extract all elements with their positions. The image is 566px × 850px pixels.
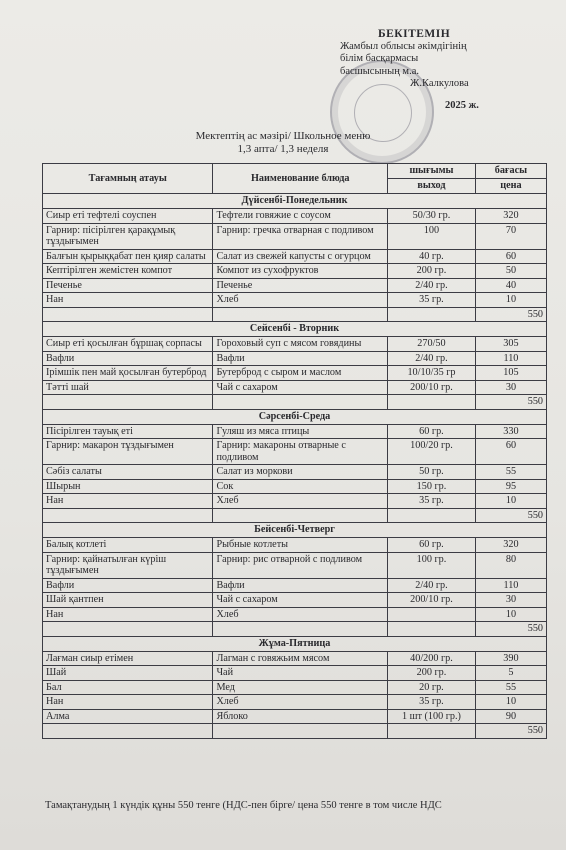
table-row [43,593,547,608]
empty-cell [213,622,388,637]
day-total: 550 [475,508,546,523]
dish-name-ru: Гороховый суп с мясом говядины [213,337,388,352]
table-row [43,607,547,622]
dish-price: 320 [475,538,546,553]
empty-cell [213,508,388,523]
dish-output: 1 шт (100 гр.) [388,709,476,724]
dish-name-kz: Нан [43,293,213,308]
approval-line-3: басшысының м.а. [340,65,419,77]
dish-output: 2/40 гр. [388,351,476,366]
dish-output: 50 гр. [388,465,476,480]
table-row [43,695,547,710]
table-row [43,380,547,395]
table-row [43,538,547,553]
day-name: Жұма-Пятница [43,636,547,651]
dish-price: 30 [475,593,546,608]
dish-output: 60 гр. [388,538,476,553]
dish-output: 2/40 гр. [388,278,476,293]
dish-price: 105 [475,366,546,381]
dish-price: 95 [475,479,546,494]
approval-signatory: Ж.Калкулова [410,78,469,89]
header-price-ru: цена [475,179,546,194]
dish-price: 110 [475,578,546,593]
dish-name-ru: Хлеб [213,695,388,710]
day-name: Сәрсенбі-Среда [43,409,547,424]
dish-output: 200/10 гр. [388,380,476,395]
empty-cell [213,395,388,410]
dish-name-ru: Бутерброд с сыром и маслом [213,366,388,381]
table-row [43,666,547,681]
table-row [43,264,547,279]
day-name: Сейсенбі - Вторник [43,322,547,337]
menu-title [0,130,566,156]
menu-title-line-2: 1,3 апта/ 1,3 неделя [237,143,329,155]
table-row [43,578,547,593]
dish-name-ru: Яблоко [213,709,388,724]
table-row [43,479,547,494]
dish-name-ru: Гарнир: макароны отварные с подливом [213,439,388,465]
dish-price: 10 [475,494,546,509]
dish-name-ru: Хлеб [213,293,388,308]
empty-cell [213,724,388,739]
dish-price: 50 [475,264,546,279]
table-row [43,465,547,480]
dish-output: 2/40 гр. [388,578,476,593]
day-total: 550 [475,622,546,637]
dish-name-kz: Вафли [43,578,213,593]
empty-cell [43,395,213,410]
dish-name-ru: Чай с сахаром [213,380,388,395]
dish-price: 55 [475,465,546,480]
day-total: 550 [475,395,546,410]
dish-name-kz: Лағман сиыр етімен [43,651,213,666]
dish-output: 35 гр. [388,293,476,308]
dish-name-kz: Нан [43,607,213,622]
dish-name-kz: Ірімшік пен май қосылған бутерброд [43,366,213,381]
empty-cell [213,307,388,322]
table-row [43,552,547,578]
dish-name-kz: Алма [43,709,213,724]
dish-name-kz: Гарнир: пісірілген қарақұмық тұздығымен [43,223,213,249]
dish-name-kz: Гарнир: қайнатылған күріш тұздығымен [43,552,213,578]
empty-cell [388,508,476,523]
day-header-row [43,322,547,337]
dish-name-ru: Тефтели говяжие с соусом [213,209,388,224]
empty-cell [388,307,476,322]
day-total-row [43,307,547,322]
day-header-row [43,636,547,651]
dish-output: 50/30 гр. [388,209,476,224]
dish-name-ru: Чай [213,666,388,681]
empty-cell [43,508,213,523]
table-row [43,278,547,293]
dish-output: 20 гр. [388,680,476,695]
dish-price: 40 [475,278,546,293]
empty-cell [43,622,213,637]
dish-name-kz: Нан [43,695,213,710]
dish-output: 40 гр. [388,249,476,264]
header-name-ru: Наименование блюда [213,164,388,194]
dish-output: 200/10 гр. [388,593,476,608]
dish-price: 110 [475,351,546,366]
dish-name-ru: Хлеб [213,607,388,622]
dish-name-ru: Печенье [213,278,388,293]
dish-output: 10/10/35 гр [388,366,476,381]
dish-output: 200 гр. [388,264,476,279]
dish-price: 330 [475,424,546,439]
dish-price: 60 [475,439,546,465]
dish-name-kz: Кептірілген жемістен компот [43,264,213,279]
dish-price: 55 [475,680,546,695]
menu-table [42,163,547,739]
dish-name-ru: Лагман с говяжьим мясом [213,651,388,666]
day-header-row [43,409,547,424]
dish-output: 100 [388,223,476,249]
dish-name-kz: Нан [43,494,213,509]
header-output-ru: выход [388,179,476,194]
dish-name-kz: Вафли [43,351,213,366]
header-output-kz: шығымы [388,164,476,179]
dish-name-ru: Салат из свежей капусты с огурцом [213,249,388,264]
dish-name-kz: Печенье [43,278,213,293]
day-total-row [43,724,547,739]
table-row [43,494,547,509]
dish-name-kz: Бал [43,680,213,695]
table-row [43,209,547,224]
day-name: Бейсенбі-Четверг [43,523,547,538]
header-name-kz: Тағамның атауы [43,164,213,194]
dish-output: 270/50 [388,337,476,352]
table-row [43,351,547,366]
approval-heading: БЕКІТЕМІН [378,28,451,40]
header-price-kz: бағасы [475,164,546,179]
dish-price: 10 [475,607,546,622]
dish-name-kz: Сәбіз салаты [43,465,213,480]
dish-output: 100/20 гр. [388,439,476,465]
menu-title-line-1: Мектептің ас мәзірі/ Школьное меню [195,130,371,142]
dish-name-ru: Гарнир: рис отварной с подливом [213,552,388,578]
dish-output [388,607,476,622]
dish-output: 200 гр. [388,666,476,681]
dish-price: 60 [475,249,546,264]
empty-cell [43,307,213,322]
dish-name-kz: Сиыр еті қосылған бұршақ сорпасы [43,337,213,352]
dish-name-ru: Компот из сухофруктов [213,264,388,279]
dish-name-kz: Шай [43,666,213,681]
footer-note: Тамақтанудың 1 күндік құны 550 тенге (НДС-пен бірге/ цена 550 тенге в том числе НДС [45,800,442,811]
table-row [43,293,547,308]
dish-output: 60 гр. [388,424,476,439]
day-total: 550 [475,724,546,739]
empty-cell [388,622,476,637]
day-header-row [43,194,547,209]
dish-name-ru: Гуляш из мяса птицы [213,424,388,439]
dish-name-ru: Гарнир: гречка отварная с подливом [213,223,388,249]
dish-name-ru: Салат из моркови [213,465,388,480]
empty-cell [388,724,476,739]
day-header-row [43,523,547,538]
table-row [43,680,547,695]
day-name: Дүйсенбі-Понедельник [43,194,547,209]
dish-price: 70 [475,223,546,249]
dish-name-kz: Пісірілген тауық еті [43,424,213,439]
table-row [43,223,547,249]
dish-output: 100 гр. [388,552,476,578]
table-row [43,249,547,264]
dish-name-ru: Вафли [213,578,388,593]
dish-name-kz: Сиыр еті тефтелі соуспен [43,209,213,224]
dish-name-kz: Шырын [43,479,213,494]
dish-name-ru: Вафли [213,351,388,366]
table-row [43,337,547,352]
table-row [43,651,547,666]
day-total-row [43,395,547,410]
empty-cell [388,395,476,410]
table-row [43,424,547,439]
dish-name-ru: Хлеб [213,494,388,509]
dish-price: 305 [475,337,546,352]
table-row [43,709,547,724]
dish-name-kz: Тәтті шай [43,380,213,395]
dish-price: 5 [475,666,546,681]
approval-block [340,28,555,111]
approval-line-1: Жамбыл облысы әкімдігінің [340,40,467,52]
dish-name-ru: Сок [213,479,388,494]
dish-price: 10 [475,293,546,308]
day-total: 550 [475,307,546,322]
dish-output: 35 гр. [388,494,476,509]
dish-name-ru: Мед [213,680,388,695]
dish-price: 90 [475,709,546,724]
table-row [43,366,547,381]
dish-name-kz: Балық котлеті [43,538,213,553]
dish-output: 35 гр. [388,695,476,710]
dish-price: 320 [475,209,546,224]
dish-output: 40/200 гр. [388,651,476,666]
table-row [43,439,547,465]
dish-name-kz: Шай қантпен [43,593,213,608]
dish-output: 150 гр. [388,479,476,494]
dish-price: 10 [475,695,546,710]
approval-line-2: білім басқармасы [340,53,419,64]
header-row [43,164,547,179]
day-total-row [43,508,547,523]
dish-price: 390 [475,651,546,666]
dish-price: 80 [475,552,546,578]
dish-name-ru: Чай с сахаром [213,593,388,608]
dish-price: 30 [475,380,546,395]
dish-name-kz: Гарнир: макарон тұздығымен [43,439,213,465]
approval-date: 2025 ж. [445,100,479,111]
empty-cell [43,724,213,739]
dish-name-kz: Балғын қырыққабат пен қияр салаты [43,249,213,264]
day-total-row [43,622,547,637]
dish-name-ru: Рыбные котлеты [213,538,388,553]
